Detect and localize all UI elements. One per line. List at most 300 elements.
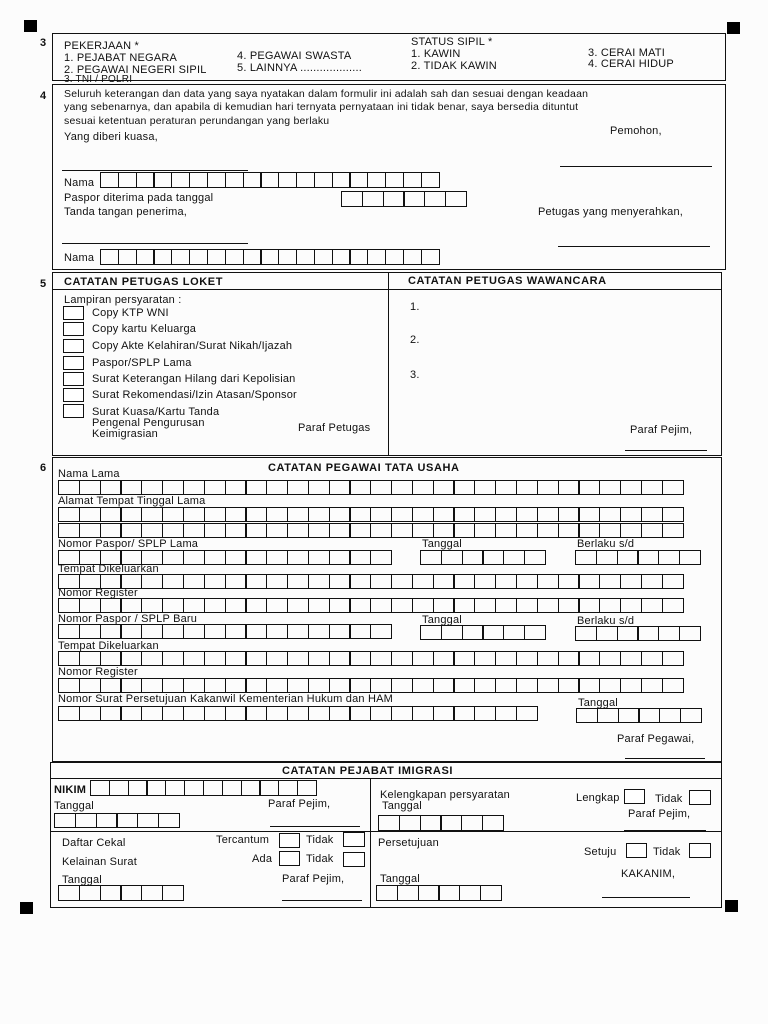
char-box[interactable] xyxy=(516,574,538,589)
char-box[interactable] xyxy=(183,550,205,565)
char-box[interactable] xyxy=(128,780,148,796)
char-box[interactable] xyxy=(453,678,475,693)
char-box[interactable] xyxy=(658,626,680,641)
char-box[interactable] xyxy=(433,574,455,589)
char-box[interactable] xyxy=(341,191,363,207)
char-box[interactable] xyxy=(391,651,413,666)
char-box[interactable] xyxy=(278,249,297,265)
char-box[interactable] xyxy=(397,885,419,901)
char-box[interactable] xyxy=(308,550,330,565)
char-box[interactable] xyxy=(370,678,392,693)
char-box[interactable] xyxy=(141,507,163,522)
char-box[interactable] xyxy=(524,550,546,565)
char-box[interactable] xyxy=(96,813,118,828)
char-box[interactable] xyxy=(370,523,392,538)
char-box[interactable] xyxy=(58,885,80,901)
char-box[interactable] xyxy=(474,507,496,522)
char-box[interactable] xyxy=(391,507,413,522)
char-box[interactable] xyxy=(189,172,208,188)
lampiran-checkbox-1[interactable] xyxy=(63,306,84,320)
char-box[interactable] xyxy=(482,625,504,640)
char-box[interactable] xyxy=(245,678,267,693)
char-box[interactable] xyxy=(225,598,247,613)
char-box[interactable] xyxy=(495,678,517,693)
char-box[interactable] xyxy=(79,480,101,495)
char-box[interactable] xyxy=(516,678,538,693)
char-box[interactable] xyxy=(516,651,538,666)
char-box[interactable] xyxy=(385,249,404,265)
nikim-boxes[interactable] xyxy=(90,780,316,796)
char-box[interactable] xyxy=(308,598,330,613)
char-box[interactable] xyxy=(207,172,226,188)
char-box[interactable] xyxy=(617,626,639,641)
char-box[interactable] xyxy=(287,523,309,538)
char-box[interactable] xyxy=(495,523,517,538)
char-box[interactable] xyxy=(329,598,351,613)
char-box[interactable] xyxy=(349,480,371,495)
char-box[interactable] xyxy=(259,780,279,796)
char-box[interactable] xyxy=(385,172,404,188)
char-box[interactable] xyxy=(332,172,351,188)
char-box[interactable] xyxy=(287,598,309,613)
char-box[interactable] xyxy=(578,523,600,538)
char-box[interactable] xyxy=(329,523,351,538)
char-box[interactable] xyxy=(620,651,642,666)
char-box[interactable] xyxy=(662,598,684,613)
char-box[interactable] xyxy=(266,550,288,565)
char-box[interactable] xyxy=(433,598,455,613)
char-box[interactable] xyxy=(162,574,184,589)
char-box[interactable] xyxy=(308,507,330,522)
char-box[interactable] xyxy=(141,574,163,589)
char-box[interactable] xyxy=(516,598,538,613)
tanggal-boxes-d[interactable] xyxy=(376,885,501,901)
char-box[interactable] xyxy=(641,507,663,522)
ada-checkbox[interactable] xyxy=(279,851,300,866)
char-box[interactable] xyxy=(58,523,80,538)
char-box[interactable] xyxy=(474,574,496,589)
char-box[interactable] xyxy=(141,651,163,666)
char-box[interactable] xyxy=(118,172,137,188)
char-box[interactable] xyxy=(474,706,496,721)
char-box[interactable] xyxy=(575,626,597,641)
char-box[interactable] xyxy=(383,191,405,207)
char-box[interactable] xyxy=(79,598,101,613)
char-box[interactable] xyxy=(120,678,142,693)
char-box[interactable] xyxy=(524,625,546,640)
char-box[interactable] xyxy=(599,678,621,693)
char-box[interactable] xyxy=(620,574,642,589)
char-box[interactable] xyxy=(204,550,226,565)
char-box[interactable] xyxy=(225,624,247,639)
char-box[interactable] xyxy=(141,598,163,613)
char-box[interactable] xyxy=(537,523,559,538)
char-box[interactable] xyxy=(245,507,267,522)
char-box[interactable] xyxy=(204,523,226,538)
char-box[interactable] xyxy=(79,885,101,901)
char-box[interactable] xyxy=(58,480,80,495)
char-box[interactable] xyxy=(474,523,496,538)
nomor-register-boxes-2[interactable] xyxy=(58,678,682,693)
char-box[interactable] xyxy=(54,813,76,828)
char-box[interactable] xyxy=(109,780,129,796)
char-box[interactable] xyxy=(141,678,163,693)
char-box[interactable] xyxy=(461,815,483,831)
char-box[interactable] xyxy=(204,574,226,589)
char-box[interactable] xyxy=(162,885,184,901)
char-box[interactable] xyxy=(260,249,279,265)
tercantum-checkbox[interactable] xyxy=(279,833,300,848)
char-box[interactable] xyxy=(100,598,122,613)
char-box[interactable] xyxy=(418,885,440,901)
char-box[interactable] xyxy=(599,480,621,495)
char-box[interactable] xyxy=(641,480,663,495)
char-box[interactable] xyxy=(637,550,659,565)
char-box[interactable] xyxy=(287,624,309,639)
tanggal-boxes-c[interactable] xyxy=(58,885,183,901)
char-box[interactable] xyxy=(558,598,580,613)
char-box[interactable] xyxy=(495,651,517,666)
char-box[interactable] xyxy=(482,550,504,565)
char-box[interactable] xyxy=(332,249,351,265)
char-box[interactable] xyxy=(225,249,244,265)
char-box[interactable] xyxy=(349,523,371,538)
tanggal-boxes-1[interactable] xyxy=(420,550,545,565)
char-box[interactable] xyxy=(578,598,600,613)
char-box[interactable] xyxy=(314,249,333,265)
char-box[interactable] xyxy=(204,598,226,613)
char-box[interactable] xyxy=(183,598,205,613)
char-box[interactable] xyxy=(403,249,422,265)
char-box[interactable] xyxy=(329,706,351,721)
char-box[interactable] xyxy=(297,780,317,796)
char-box[interactable] xyxy=(641,678,663,693)
char-box[interactable] xyxy=(578,507,600,522)
char-box[interactable] xyxy=(58,706,80,721)
char-box[interactable] xyxy=(183,651,205,666)
char-box[interactable] xyxy=(537,678,559,693)
char-box[interactable] xyxy=(516,480,538,495)
char-box[interactable] xyxy=(433,507,455,522)
char-box[interactable] xyxy=(162,507,184,522)
char-box[interactable] xyxy=(599,507,621,522)
char-box[interactable] xyxy=(474,651,496,666)
char-box[interactable] xyxy=(659,708,681,723)
char-box[interactable] xyxy=(349,624,371,639)
char-box[interactable] xyxy=(245,480,267,495)
char-box[interactable] xyxy=(459,885,481,901)
char-box[interactable] xyxy=(370,480,392,495)
char-box[interactable] xyxy=(79,507,101,522)
char-box[interactable] xyxy=(153,172,172,188)
char-box[interactable] xyxy=(349,574,371,589)
char-box[interactable] xyxy=(171,249,190,265)
char-box[interactable] xyxy=(349,172,368,188)
char-box[interactable] xyxy=(349,507,371,522)
char-box[interactable] xyxy=(641,523,663,538)
tanggal-boxes-2[interactable] xyxy=(420,625,545,640)
char-box[interactable] xyxy=(245,523,267,538)
char-box[interactable] xyxy=(349,550,371,565)
char-box[interactable] xyxy=(162,480,184,495)
char-box[interactable] xyxy=(120,480,142,495)
nomor-surat-boxes[interactable] xyxy=(58,706,537,721)
char-box[interactable] xyxy=(183,480,205,495)
char-box[interactable] xyxy=(412,598,434,613)
char-box[interactable] xyxy=(618,708,640,723)
char-box[interactable] xyxy=(296,249,315,265)
char-box[interactable] xyxy=(120,598,142,613)
char-box[interactable] xyxy=(558,507,580,522)
char-box[interactable] xyxy=(278,780,298,796)
char-box[interactable] xyxy=(75,813,97,828)
char-box[interactable] xyxy=(620,598,642,613)
alamat-lama-boxes-1[interactable] xyxy=(58,507,682,522)
char-box[interactable] xyxy=(620,678,642,693)
char-box[interactable] xyxy=(370,574,392,589)
char-box[interactable] xyxy=(370,651,392,666)
char-box[interactable] xyxy=(391,706,413,721)
char-box[interactable] xyxy=(558,651,580,666)
char-box[interactable] xyxy=(266,598,288,613)
char-box[interactable] xyxy=(391,574,413,589)
char-box[interactable] xyxy=(658,550,680,565)
char-box[interactable] xyxy=(183,624,205,639)
char-box[interactable] xyxy=(165,780,185,796)
char-box[interactable] xyxy=(266,678,288,693)
char-box[interactable] xyxy=(349,706,371,721)
char-box[interactable] xyxy=(638,708,660,723)
char-box[interactable] xyxy=(680,708,702,723)
char-box[interactable] xyxy=(153,249,172,265)
alamat-lama-boxes-2[interactable] xyxy=(58,523,682,538)
char-box[interactable] xyxy=(537,574,559,589)
char-box[interactable] xyxy=(266,574,288,589)
char-box[interactable] xyxy=(171,172,190,188)
char-box[interactable] xyxy=(162,523,184,538)
char-box[interactable] xyxy=(662,574,684,589)
char-box[interactable] xyxy=(162,598,184,613)
char-box[interactable] xyxy=(278,172,297,188)
char-box[interactable] xyxy=(462,625,484,640)
char-box[interactable] xyxy=(433,480,455,495)
char-box[interactable] xyxy=(596,550,618,565)
char-box[interactable] xyxy=(503,550,525,565)
char-box[interactable] xyxy=(183,574,205,589)
char-box[interactable] xyxy=(637,626,659,641)
char-box[interactable] xyxy=(58,507,80,522)
char-box[interactable] xyxy=(120,624,142,639)
char-box[interactable] xyxy=(424,191,446,207)
char-box[interactable] xyxy=(120,651,142,666)
char-box[interactable] xyxy=(421,249,440,265)
char-box[interactable] xyxy=(445,191,467,207)
char-box[interactable] xyxy=(399,815,421,831)
char-box[interactable] xyxy=(183,507,205,522)
char-box[interactable] xyxy=(146,780,166,796)
tidak-setuju-checkbox[interactable] xyxy=(689,843,711,858)
char-box[interactable] xyxy=(329,678,351,693)
char-box[interactable] xyxy=(641,651,663,666)
char-box[interactable] xyxy=(620,507,642,522)
char-box[interactable] xyxy=(376,885,398,901)
char-box[interactable] xyxy=(329,480,351,495)
char-box[interactable] xyxy=(516,523,538,538)
char-box[interactable] xyxy=(116,813,138,828)
char-box[interactable] xyxy=(412,507,434,522)
char-box[interactable] xyxy=(203,780,223,796)
char-box[interactable] xyxy=(266,624,288,639)
tanggal-boxes-3[interactable] xyxy=(576,708,701,723)
char-box[interactable] xyxy=(482,815,504,831)
char-box[interactable] xyxy=(516,706,538,721)
char-box[interactable] xyxy=(617,550,639,565)
char-box[interactable] xyxy=(58,598,80,613)
tempat-dikeluarkan-boxes-2[interactable] xyxy=(58,651,682,666)
char-box[interactable] xyxy=(308,480,330,495)
char-box[interactable] xyxy=(245,598,267,613)
char-box[interactable] xyxy=(349,678,371,693)
char-box[interactable] xyxy=(100,480,122,495)
char-box[interactable] xyxy=(100,651,122,666)
char-box[interactable] xyxy=(296,172,315,188)
char-box[interactable] xyxy=(438,885,460,901)
char-box[interactable] xyxy=(79,651,101,666)
char-box[interactable] xyxy=(245,651,267,666)
char-box[interactable] xyxy=(412,523,434,538)
char-box[interactable] xyxy=(222,780,242,796)
tidak-tercantum-checkbox[interactable] xyxy=(343,832,365,847)
nama-lama-boxes[interactable] xyxy=(58,480,682,495)
char-box[interactable] xyxy=(308,678,330,693)
char-box[interactable] xyxy=(266,651,288,666)
char-box[interactable] xyxy=(474,480,496,495)
char-box[interactable] xyxy=(162,651,184,666)
char-box[interactable] xyxy=(243,172,262,188)
char-box[interactable] xyxy=(440,815,462,831)
berlaku-boxes-2[interactable] xyxy=(575,626,700,641)
char-box[interactable] xyxy=(578,651,600,666)
char-box[interactable] xyxy=(141,706,163,721)
char-box[interactable] xyxy=(120,706,142,721)
char-box[interactable] xyxy=(599,574,621,589)
char-box[interactable] xyxy=(266,507,288,522)
char-box[interactable] xyxy=(537,598,559,613)
char-box[interactable] xyxy=(329,624,351,639)
char-box[interactable] xyxy=(349,598,371,613)
char-box[interactable] xyxy=(204,651,226,666)
char-box[interactable] xyxy=(162,550,184,565)
char-box[interactable] xyxy=(260,172,279,188)
char-box[interactable] xyxy=(162,706,184,721)
char-box[interactable] xyxy=(495,598,517,613)
char-box[interactable] xyxy=(576,708,598,723)
char-box[interactable] xyxy=(421,172,440,188)
char-box[interactable] xyxy=(245,706,267,721)
char-box[interactable] xyxy=(378,815,400,831)
char-box[interactable] xyxy=(79,624,101,639)
char-box[interactable] xyxy=(599,598,621,613)
char-box[interactable] xyxy=(204,678,226,693)
char-box[interactable] xyxy=(420,815,442,831)
char-box[interactable] xyxy=(662,651,684,666)
char-box[interactable] xyxy=(141,523,163,538)
char-box[interactable] xyxy=(433,651,455,666)
tempat-dikeluarkan-boxes-1[interactable] xyxy=(58,574,682,589)
char-box[interactable] xyxy=(367,249,386,265)
lampiran-checkbox-2[interactable] xyxy=(63,322,84,336)
char-box[interactable] xyxy=(183,706,205,721)
char-box[interactable] xyxy=(495,480,517,495)
char-box[interactable] xyxy=(141,624,163,639)
char-box[interactable] xyxy=(100,706,122,721)
char-box[interactable] xyxy=(412,574,434,589)
char-box[interactable] xyxy=(578,574,600,589)
char-box[interactable] xyxy=(287,706,309,721)
char-box[interactable] xyxy=(225,480,247,495)
char-box[interactable] xyxy=(495,574,517,589)
char-box[interactable] xyxy=(204,706,226,721)
char-box[interactable] xyxy=(225,678,247,693)
char-box[interactable] xyxy=(412,706,434,721)
char-box[interactable] xyxy=(225,507,247,522)
char-box[interactable] xyxy=(578,678,600,693)
char-box[interactable] xyxy=(100,507,122,522)
char-box[interactable] xyxy=(453,598,475,613)
char-box[interactable] xyxy=(308,706,330,721)
char-box[interactable] xyxy=(287,651,309,666)
lampiran-checkbox-5[interactable] xyxy=(63,372,84,386)
paspor-diterima-date-boxes[interactable] xyxy=(341,191,466,207)
nama-boxes-1[interactable] xyxy=(100,172,438,188)
char-box[interactable] xyxy=(136,249,155,265)
nomor-paspor-baru-boxes[interactable] xyxy=(58,624,391,639)
char-box[interactable] xyxy=(314,172,333,188)
char-box[interactable] xyxy=(329,507,351,522)
char-box[interactable] xyxy=(370,706,392,721)
char-box[interactable] xyxy=(100,624,122,639)
char-box[interactable] xyxy=(79,523,101,538)
char-box[interactable] xyxy=(441,550,463,565)
char-box[interactable] xyxy=(79,678,101,693)
char-box[interactable] xyxy=(412,480,434,495)
char-box[interactable] xyxy=(474,598,496,613)
lengkap-checkbox[interactable] xyxy=(624,789,645,804)
char-box[interactable] xyxy=(495,706,517,721)
tidak-lengkap-checkbox[interactable] xyxy=(689,790,711,805)
char-box[interactable] xyxy=(620,480,642,495)
char-box[interactable] xyxy=(207,249,226,265)
char-box[interactable] xyxy=(287,480,309,495)
char-box[interactable] xyxy=(679,626,701,641)
char-box[interactable] xyxy=(537,651,559,666)
char-box[interactable] xyxy=(162,678,184,693)
char-box[interactable] xyxy=(183,678,205,693)
char-box[interactable] xyxy=(308,624,330,639)
char-box[interactable] xyxy=(204,507,226,522)
char-box[interactable] xyxy=(474,678,496,693)
char-box[interactable] xyxy=(141,885,163,901)
char-box[interactable] xyxy=(245,550,267,565)
char-box[interactable] xyxy=(620,523,642,538)
char-box[interactable] xyxy=(599,651,621,666)
char-box[interactable] xyxy=(329,651,351,666)
char-box[interactable] xyxy=(225,523,247,538)
char-box[interactable] xyxy=(58,678,80,693)
char-box[interactable] xyxy=(100,172,119,188)
setuju-checkbox[interactable] xyxy=(626,843,647,858)
char-box[interactable] xyxy=(453,507,475,522)
